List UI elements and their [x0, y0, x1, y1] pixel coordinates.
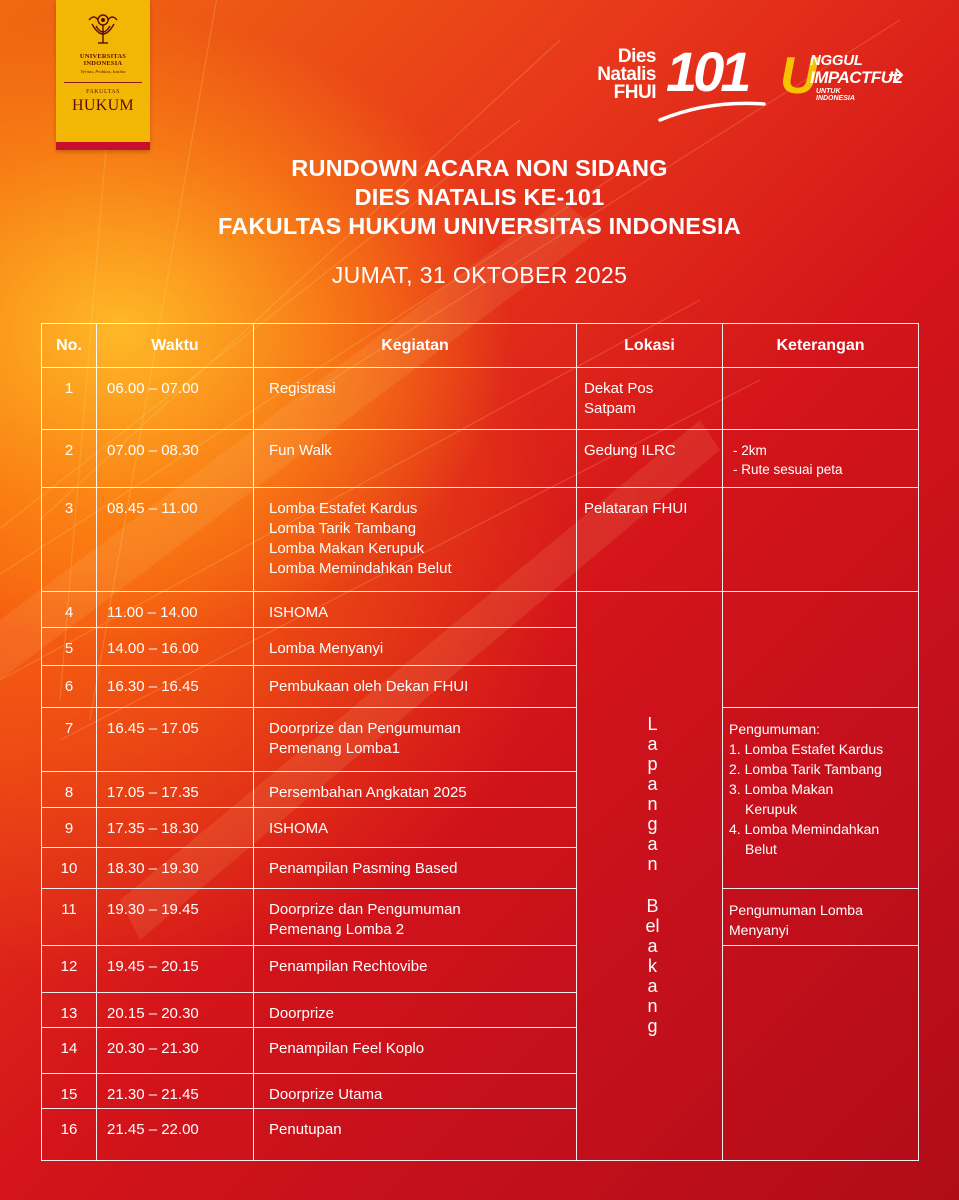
kegiatan-line: Lomba Estafet Kardus	[269, 500, 418, 517]
faculty-name: HUKUM	[72, 97, 134, 114]
row-kegiatan	[254, 772, 577, 808]
header-no: No.	[42, 324, 97, 368]
kegiatan-line: Registrasi	[269, 380, 336, 397]
row-kegiatan	[254, 1109, 577, 1161]
row-kegiatan	[254, 666, 577, 708]
kegiatan-line: Penampilan Pasming Based	[269, 860, 458, 877]
lokasi-line: Gedung ILRC	[584, 442, 676, 459]
kegiatan-line: Penampilan Rechtovibe	[269, 958, 428, 975]
row-number: 6	[42, 666, 97, 708]
kegiatan-line: Pemenang Lomba 2	[269, 921, 405, 938]
row-waktu: 17.35 – 18.30	[97, 808, 254, 848]
keterangan-bullet: - 2km	[729, 441, 917, 460]
university-name	[56, 53, 150, 67]
dies-natalis-logo	[588, 42, 768, 124]
row-keterangan-pengumuman	[723, 708, 919, 889]
row-kegiatan	[254, 889, 577, 946]
row-keterangan	[723, 368, 919, 430]
lokasi-line: Dekat Pos	[584, 380, 654, 397]
untuk-indonesia-text	[816, 88, 855, 102]
kegiatan-line: Lomba Menyanyi	[269, 640, 384, 657]
header-lokasi: Lokasi	[577, 324, 723, 368]
row-kegiatan	[254, 993, 577, 1028]
row-kegiatan	[254, 848, 577, 889]
fhui-word: FHUI	[613, 82, 656, 103]
row-lokasi	[577, 368, 723, 430]
logo-band	[56, 142, 150, 150]
row-number: 8	[42, 772, 97, 808]
row-keterangan	[723, 946, 919, 1161]
row-kegiatan	[254, 488, 577, 592]
kegiatan-line: Doorprize Utama	[269, 1086, 383, 1103]
row-lokasi	[577, 430, 723, 488]
university-motto: Veritas, Probitas, Iustitia	[80, 69, 126, 74]
row-lokasi	[577, 488, 723, 592]
row-waktu: 21.30 – 21.45	[97, 1074, 254, 1109]
row-number: 14	[42, 1028, 97, 1074]
row-waktu: 18.30 – 19.30	[97, 848, 254, 889]
list-text: Kerupuk	[745, 801, 798, 817]
natalis-word: Natalis	[597, 64, 656, 85]
row-keterangan	[723, 889, 919, 946]
row-number: 5	[42, 628, 97, 666]
row-waktu: 07.00 – 08.30	[97, 430, 254, 488]
row-waktu: 19.45 – 20.15	[97, 946, 254, 993]
title-line-3: FAKULTAS HUKUM UNIVERSITAS INDONESIA	[218, 213, 741, 239]
rundown-table	[41, 323, 919, 1161]
kegiatan-line: Penutupan	[269, 1121, 342, 1138]
row-number: 11	[42, 889, 97, 946]
row-waktu: 20.15 – 20.30	[97, 993, 254, 1028]
table-header-row	[42, 324, 919, 368]
logo-divider	[64, 82, 142, 83]
row-waktu: 11.00 – 14.00	[97, 592, 254, 628]
lokasi-line: Satpam	[584, 400, 636, 417]
row-kegiatan	[254, 808, 577, 848]
table-row	[42, 430, 919, 488]
table-row	[42, 488, 919, 592]
list-text: Lomba Tarik Tambang	[744, 761, 882, 777]
university-name-line2: INDONESIA	[83, 60, 123, 67]
row-kegiatan	[254, 592, 577, 628]
kegiatan-line: Pemenang Lomba1	[269, 740, 400, 757]
event-date: JUMAT, 31 OKTOBER 2025	[331, 262, 628, 288]
kegiatan-line: Lomba Memindahkan Belut	[269, 560, 452, 577]
row-waktu: 06.00 – 07.00	[97, 368, 254, 430]
row-kegiatan	[254, 946, 577, 993]
row-number: 9	[42, 808, 97, 848]
kegiatan-line: Pembukaan oleh Dekan FHUI	[269, 678, 469, 695]
university-name-line1: UNIVERSITAS	[79, 53, 127, 60]
list-text: Lomba Estafet Kardus	[744, 741, 884, 757]
list-item	[729, 779, 917, 819]
untuk-word: UNTUK	[816, 88, 841, 95]
kegiatan-line: ISHOMA	[269, 820, 329, 837]
row-kegiatan	[254, 1074, 577, 1109]
lokasi-lapangan-belakang	[577, 592, 723, 1161]
table-row	[42, 889, 919, 946]
kegiatan-line: Penampilan Feel Koplo	[269, 1040, 425, 1057]
dies-word: Dies	[617, 46, 656, 67]
row-number: 16	[42, 1109, 97, 1161]
list-text: Lomba Memindahkan	[744, 821, 880, 837]
table-row	[42, 592, 919, 628]
row-number: 1	[42, 368, 97, 430]
kegiatan-line: Persembahan Angkatan 2025	[269, 784, 467, 801]
list-text: Belut	[745, 841, 777, 857]
lokasi-vertical-word-1: Lapangan	[647, 713, 658, 874]
kegiatan-line: Doorprize	[269, 1005, 335, 1022]
row-waktu: 16.45 – 17.05	[97, 708, 254, 772]
kegiatan-line: Lomba Makan Kerupuk	[269, 540, 425, 557]
announcement-list	[729, 739, 917, 859]
kegiatan-line: Doorprize dan Pengumuman	[269, 720, 461, 737]
row-number: 10	[42, 848, 97, 889]
list-item	[729, 739, 917, 759]
makara-emblem-icon	[56, 10, 150, 51]
faculty-label: FAKULTAS	[86, 89, 120, 95]
table-row	[42, 946, 919, 993]
row-number: 3	[42, 488, 97, 592]
indonesia-word: INDONESIA	[816, 95, 855, 102]
row-kegiatan	[254, 368, 577, 430]
header-waktu: Waktu	[97, 324, 254, 368]
kegiatan-line: ISHOMA	[269, 604, 329, 621]
row-waktu: 17.05 – 17.35	[97, 772, 254, 808]
list-number: 4.	[729, 821, 741, 837]
list-number: 2.	[729, 761, 741, 777]
unggul-impactful-logo	[780, 47, 906, 112]
row-keterangan	[723, 430, 919, 488]
title-line-2: DIES NATALIS KE-101	[354, 184, 605, 210]
lokasi-vertical-word-2: Belakang	[645, 895, 660, 1036]
row-kegiatan	[254, 1028, 577, 1074]
table-row	[42, 368, 919, 430]
arrow-right-icon	[888, 66, 904, 84]
impactful-word: IMPACTFUL	[810, 68, 903, 87]
row-waktu: 21.45 – 22.00	[97, 1109, 254, 1161]
keterangan-line: Pengumuman Lomba	[729, 902, 863, 918]
keterangan-line: Menyanyi	[729, 922, 789, 938]
row-waktu: 08.45 – 11.00	[97, 488, 254, 592]
row-number: 12	[42, 946, 97, 993]
keterangan-title: Pengumuman:	[729, 721, 821, 737]
page-title	[0, 154, 959, 241]
dies-number: 101	[666, 40, 748, 103]
list-item	[729, 759, 917, 779]
title-line-1: RUNDOWN ACARA NON SIDANG	[291, 155, 668, 181]
lokasi-line: Pelataran FHUI	[584, 500, 688, 517]
list-number: 1.	[729, 741, 741, 757]
kegiatan-line: Lomba Tarik Tambang	[269, 520, 417, 537]
list-text: Lomba Makan	[744, 781, 834, 797]
row-kegiatan	[254, 628, 577, 666]
university-logo	[56, 0, 150, 150]
row-keterangan	[723, 488, 919, 592]
list-number: 3.	[729, 781, 741, 797]
row-waktu: 14.00 – 16.00	[97, 628, 254, 666]
row-keterangan	[723, 592, 919, 708]
unggul-u-letter: U	[780, 47, 818, 105]
row-waktu: 20.30 – 21.30	[97, 1028, 254, 1074]
keterangan-bullet: - Rute sesuai peta	[729, 460, 917, 479]
header-keterangan: Keterangan	[723, 324, 919, 368]
row-waktu: 19.30 – 19.45	[97, 889, 254, 946]
row-number: 4	[42, 592, 97, 628]
table-row	[42, 708, 919, 772]
brush-swoosh-icon	[658, 94, 768, 124]
row-number: 13	[42, 993, 97, 1028]
row-number: 2	[42, 430, 97, 488]
row-kegiatan	[254, 708, 577, 772]
row-waktu: 16.30 – 16.45	[97, 666, 254, 708]
header-kegiatan: Kegiatan	[254, 324, 577, 368]
row-number: 15	[42, 1074, 97, 1109]
kegiatan-line: Doorprize dan Pengumuman	[269, 901, 461, 918]
kegiatan-line: Fun Walk	[269, 442, 332, 459]
row-number: 7	[42, 708, 97, 772]
row-kegiatan	[254, 430, 577, 488]
unggul-word: NGGUL	[810, 52, 863, 69]
list-item	[729, 819, 917, 859]
